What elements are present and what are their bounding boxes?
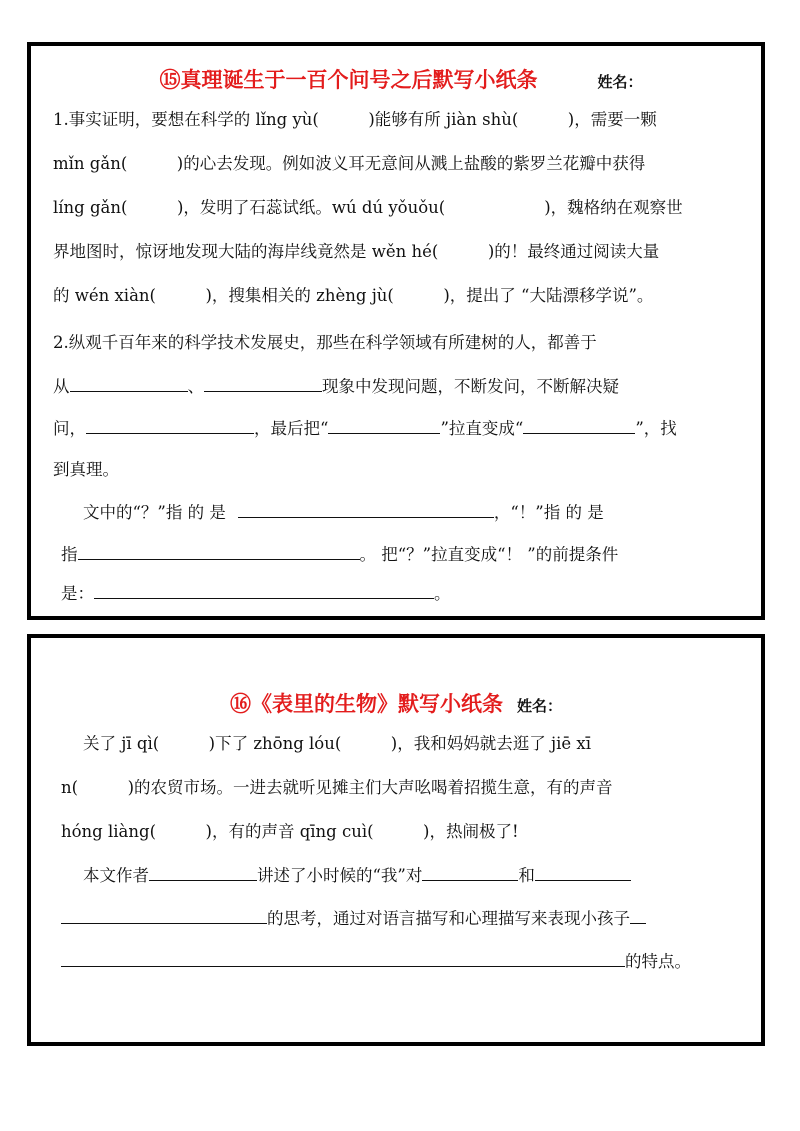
text-segment: ，“！”指 的 是 xyxy=(493,503,604,522)
card-title: ⑮真理诞生于一百个问号之后默写小纸条 xyxy=(159,68,538,92)
answer-blank[interactable] xyxy=(94,581,434,599)
text-segment: ”，找 xyxy=(635,419,677,438)
question-line xyxy=(53,416,677,441)
text-segment: 的特点。 xyxy=(625,952,691,971)
text-line: n( )的农贸市场。一进去就听见摊主们大声吆喝着招揽生意，有的声音 xyxy=(61,778,613,797)
text-segment: 现象中发现问题，不断发问，不断解决疑 xyxy=(322,377,619,396)
dictation-card-16 xyxy=(27,634,765,1046)
text-line: 关了 jī qì( )下了 zhōng lóu( )，我和妈妈就去逛了 jiē xī xyxy=(83,734,591,753)
answer-blank[interactable] xyxy=(78,542,360,560)
text-line: 界地图时，惊讶地发现大陆的海岸线竟然是 wěn hé( )的！最终通过阅读大量 xyxy=(53,242,660,261)
text-segment: 、 xyxy=(187,377,204,396)
text-segment: 和 xyxy=(518,866,535,885)
text-line: líng gǎn( )，发明了石蕊试纸。wú dú yǒuǒu( )，魏格纳在观察世 xyxy=(53,198,683,217)
card-title: ⑯《表里的生物》默写小纸条 xyxy=(229,692,503,716)
answer-blank[interactable] xyxy=(61,949,625,967)
answer-blank[interactable] xyxy=(204,374,322,392)
question-line xyxy=(61,542,618,567)
name-label: 姓名： xyxy=(597,73,643,91)
question-line xyxy=(83,500,604,525)
text-line: 1.事实证明，要想在科学的 lǐng yù( )能够有所 jiàn shù( )，需要一颗 xyxy=(53,110,657,129)
question-line xyxy=(61,949,691,974)
text-segment: 的思考，通过对语言描写和心理描写来表现小孩子 xyxy=(267,909,630,928)
text-segment: 问， xyxy=(53,419,86,438)
text-segment: 指 xyxy=(61,545,78,564)
text-line: 的 wén xiàn( )，搜集相关的 zhèng jù( )，提出了 “大陆漂移学说”。 xyxy=(53,286,654,305)
answer-blank[interactable] xyxy=(630,906,646,924)
text-segment: 。 xyxy=(434,584,451,603)
answer-blank[interactable] xyxy=(238,500,494,518)
text-line: mǐn gǎn( )的心去发现。例如波义耳无意间从溅上盐酸的紫罗兰花瓣中获得 xyxy=(53,154,646,173)
question-line xyxy=(83,863,631,888)
answer-blank[interactable] xyxy=(70,374,188,392)
answer-blank[interactable] xyxy=(422,863,518,881)
card-header xyxy=(31,688,761,718)
text-segment: ，最后把“ xyxy=(254,419,329,438)
answer-blank[interactable] xyxy=(535,863,631,881)
text-line: 2.纵观千百年来的科学技术发展史，那些在科学领域有所建树的人，都善于 xyxy=(53,333,597,352)
text-line: 到真理。 xyxy=(53,460,119,479)
text-segment: 。 把“？”拉直变成“！ ”的前提条件 xyxy=(359,545,619,564)
answer-blank[interactable] xyxy=(523,416,635,434)
answer-blank[interactable] xyxy=(61,906,267,924)
question-line xyxy=(61,581,451,606)
question-line xyxy=(53,374,619,399)
text-segment: 本文作者 xyxy=(83,866,149,885)
text-segment: 是： xyxy=(61,584,94,603)
answer-blank[interactable] xyxy=(149,863,257,881)
name-label: 姓名： xyxy=(516,697,562,715)
question-line xyxy=(61,906,646,931)
text-segment: ”拉直变成“ xyxy=(440,419,524,438)
answer-blank[interactable] xyxy=(328,416,440,434)
text-line: hóng liàng( )，有的声音 qīng cuì( )，热闹极了! xyxy=(61,822,519,841)
text-segment: 文中的“？”指 的 是 xyxy=(83,503,226,522)
card-header xyxy=(31,64,761,94)
text-segment: 讲述了小时候的“我”对 xyxy=(257,866,423,885)
dictation-card-15 xyxy=(27,42,765,620)
text-segment: 从 xyxy=(53,377,70,396)
answer-blank[interactable] xyxy=(86,416,254,434)
